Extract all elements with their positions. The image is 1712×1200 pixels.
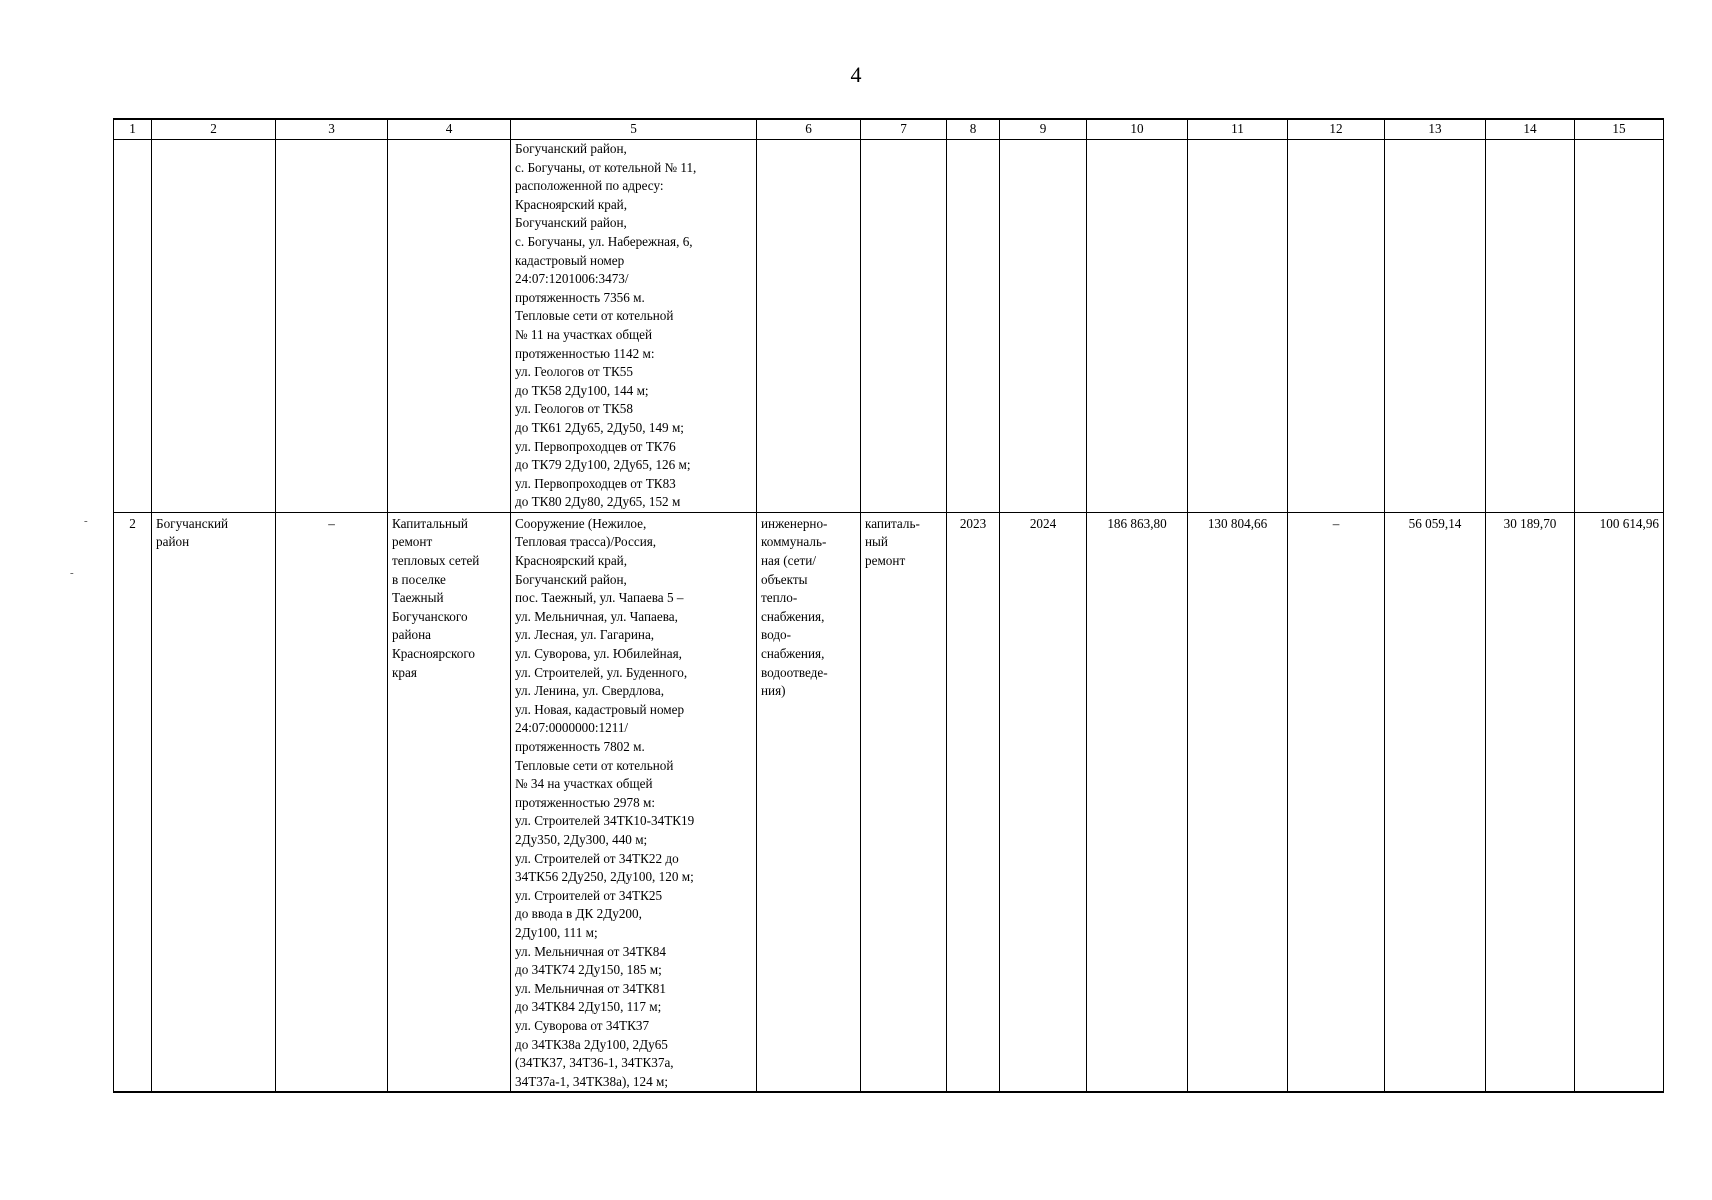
infrastructure-type-cell: инженерно- коммуналь- ная (сети/ объекты тепло- снабжения, водо- снабжения, водоотведе- ния) — [757, 512, 861, 1092]
column-header: 9 — [1000, 119, 1087, 140]
table-cell — [757, 140, 861, 513]
column-header: 6 — [757, 119, 861, 140]
table-cell — [1385, 140, 1486, 513]
column-header: 13 — [1385, 119, 1486, 140]
table-cell — [1288, 140, 1385, 513]
table-cell — [1486, 140, 1575, 513]
margin-mark: - — [84, 515, 88, 527]
amount-cell: 56 059,14 — [1385, 512, 1486, 1092]
end-year-cell: 2024 — [1000, 512, 1087, 1092]
table-cell — [114, 140, 152, 513]
column-header: 10 — [1087, 119, 1188, 140]
column-header: 7 — [861, 119, 947, 140]
work-type-cell: капиталь- ный ремонт — [861, 512, 947, 1092]
column-header: 12 — [1288, 119, 1385, 140]
column-header: 5 — [511, 119, 757, 140]
district-cell: Богучанский район — [152, 512, 276, 1092]
amount-cell: 130 804,66 — [1188, 512, 1288, 1092]
column-header: 14 — [1486, 119, 1575, 140]
amount-cell: 186 863,80 — [1087, 512, 1188, 1092]
table-cell — [1000, 140, 1087, 513]
table-cell — [947, 140, 1000, 513]
row-number-cell: 2 — [114, 512, 152, 1092]
page-number: 4 — [850, 62, 862, 87]
table-cell — [1188, 140, 1288, 513]
amount-cell: 30 189,70 — [1486, 512, 1575, 1092]
table-cell — [1575, 140, 1664, 513]
table-cell — [861, 140, 947, 513]
column-header: 1 — [114, 119, 152, 140]
table-row-continued — [114, 140, 1664, 513]
table-cell: – — [276, 512, 388, 1092]
amount-cell: 100 614,96 — [1575, 512, 1664, 1092]
document-table — [113, 118, 1664, 1093]
start-year-cell: 2023 — [947, 512, 1000, 1092]
project-name-cell: Капитальный ремонт тепловых сетей в поселке Таежный Богучанского района Красноярского края — [388, 512, 511, 1092]
object-description-cell: Богучанский район, с. Богучаны, от котельной № 11, расположенной по адресу: Красноярский край, Богучанский район, с. Богучаны, ул. Набережная, 6, кадастровый номер 24:07:1201006:3473/ протяженность 7356 м. Тепловые сети от котельной № 11 на участках общей протяженностью 1142 м: ул. Геологов от ТК55 до ТК58 2Ду100, 144 м; ул. Геологов от ТК58 до ТК61 2Ду65, 2Ду50, 149 м; ул. Первопроходцев от ТК76 до ТК79 2Ду100, 2Ду65, 126 м; ул. Первопроходцев от ТК83 до ТК80 2Ду80, 2Ду65, 152 м — [511, 140, 757, 513]
column-header: 3 — [276, 119, 388, 140]
table-cell — [1087, 140, 1188, 513]
column-header: 11 — [1188, 119, 1288, 140]
table-cell — [388, 140, 511, 513]
object-description-cell: Сооружение (Нежилое, Тепловая трасса)/Россия, Красноярский край, Богучанский район, пос. Таежный, ул. Чапаева 5 – ул. Мельничная, ул. Чапаева, ул. Лесная, ул. Гагарина, ул. Суворова, ул. Юбилейная, ул. Строителей, ул. Буденного, ул. Ленина, ул. Свердлова, ул. Новая, кадастровый номер 24:07:0000000:1211/ протяженность 7802 м. Тепловые сети от котельной № 34 на участках общей протяженностью 2978 м: ул. Строителей 34ТК10-34ТК19 2Ду350, 2Ду300, 440 м; ул. Строителей от 34ТК22 до 34ТК56 2Ду250, 2Ду100, 120 м; ул. Строителей от 34ТК25 до ввода в ДК 2Ду200, 2Ду100, 111 м; ул. Мельничная от 34ТК84 до 34ТК74 2Ду150, 185 м; ул. Мельничная от 34ТК81 до 34ТК84 2Ду150, 117 м; ул. Суворова от 34ТК37 до 34ТК38а 2Ду100, 2Ду65 (34ТК37, 34Т36-1, 34ТК37а, 34Т37а-1, 34ТК38а), 124 м; — [511, 512, 757, 1092]
column-header: 4 — [388, 119, 511, 140]
margin-mark: - — [70, 567, 74, 579]
column-header: 2 — [152, 119, 276, 140]
table-cell: – — [1288, 512, 1385, 1092]
table-header-row — [114, 119, 1664, 140]
table-row — [114, 512, 1664, 1092]
table-cell — [276, 140, 388, 513]
table-cell — [152, 140, 276, 513]
column-header: 15 — [1575, 119, 1664, 140]
column-header: 8 — [947, 119, 1000, 140]
